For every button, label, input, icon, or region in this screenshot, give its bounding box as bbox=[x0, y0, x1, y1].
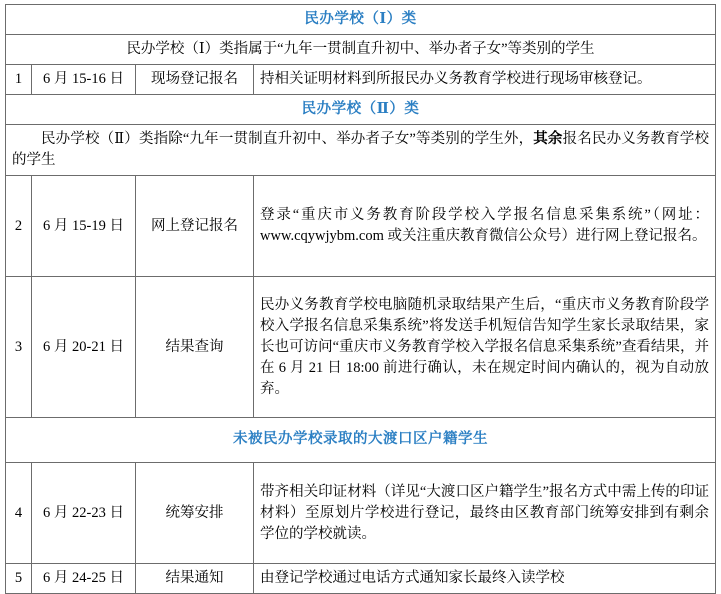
row-date: 6 月 15-16 日 bbox=[32, 65, 136, 95]
row-item: 结果查询 bbox=[136, 277, 254, 418]
row-number: 1 bbox=[6, 65, 32, 95]
section-title-row bbox=[6, 418, 716, 463]
section-note-row bbox=[6, 35, 716, 65]
row-description: 民办义务教育学校电脑随机录取结果产生后，“重庆市义务教育阶段学校入学报名信息采集系统”将发送手机短信告知学生家长录取结果，家长也可访问“重庆市义务教育学校入学报名信息采集系统”查看结果，并在 6 月 21 日 18:00 前进行确认，未在规定时间内确认的，视为自动放弃。 bbox=[254, 277, 716, 418]
table-row bbox=[6, 65, 716, 95]
row-description: 带齐相关印证材料（详见“大渡口区户籍学生”报名方式中需上传的印证材料）至原划片学校进行登记，最终由区教育部门统筹安排到有剩余学位的学校就读。 bbox=[254, 463, 716, 564]
row-date: 6 月 15-19 日 bbox=[32, 176, 136, 277]
row-description: 由登记学校通过电话方式通知家长最终入读学校 bbox=[254, 564, 716, 594]
row-item: 网上登记报名 bbox=[136, 176, 254, 277]
row-description: 登录“重庆市义务教育阶段学校入学报名信息采集系统”（网址：www.cqywjybm.com 或关注重庆教育微信公众号）进行网上登记报名。 bbox=[254, 176, 716, 277]
section-title: 民办学校（Ⅱ）类 bbox=[6, 95, 716, 125]
section-title: 民办学校（Ⅰ）类 bbox=[6, 5, 716, 35]
table-row bbox=[6, 564, 716, 594]
section-note-row bbox=[6, 125, 716, 176]
row-date: 6 月 24-25 日 bbox=[32, 564, 136, 594]
section-note-part2: 报名民办义务教育学校的学生 bbox=[12, 131, 710, 169]
row-item: 统筹安排 bbox=[136, 463, 254, 564]
section-note-emphasis: 其余 bbox=[533, 131, 563, 148]
section-note bbox=[6, 125, 716, 176]
row-number: 3 bbox=[6, 277, 32, 418]
document-page bbox=[0, 4, 721, 587]
table-row bbox=[6, 176, 716, 277]
section-title-row bbox=[6, 95, 716, 125]
row-description: 持相关证明材料到所报民办义务教育学校进行现场审核登记。 bbox=[254, 65, 716, 95]
section-note-part1: 民办学校（Ⅱ）类指除“九年一贯制直升初中、举办者子女”等类别的学生外， bbox=[41, 131, 534, 148]
row-number: 5 bbox=[6, 564, 32, 594]
section-title: 未被民办学校录取的大渡口区户籍学生 bbox=[6, 418, 716, 463]
section-note: 民办学校（Ⅰ）类指属于“九年一贯制直升初中、举办者子女”等类别的学生 bbox=[6, 35, 716, 65]
table-row bbox=[6, 463, 716, 564]
table-row bbox=[6, 277, 716, 418]
row-item: 结果通知 bbox=[136, 564, 254, 594]
section-title-row bbox=[6, 5, 716, 35]
row-item: 现场登记报名 bbox=[136, 65, 254, 95]
enrollment-schedule-table bbox=[5, 4, 716, 594]
row-number: 4 bbox=[6, 463, 32, 564]
row-date: 6 月 22-23 日 bbox=[32, 463, 136, 564]
row-date: 6 月 20-21 日 bbox=[32, 277, 136, 418]
row-number: 2 bbox=[6, 176, 32, 277]
